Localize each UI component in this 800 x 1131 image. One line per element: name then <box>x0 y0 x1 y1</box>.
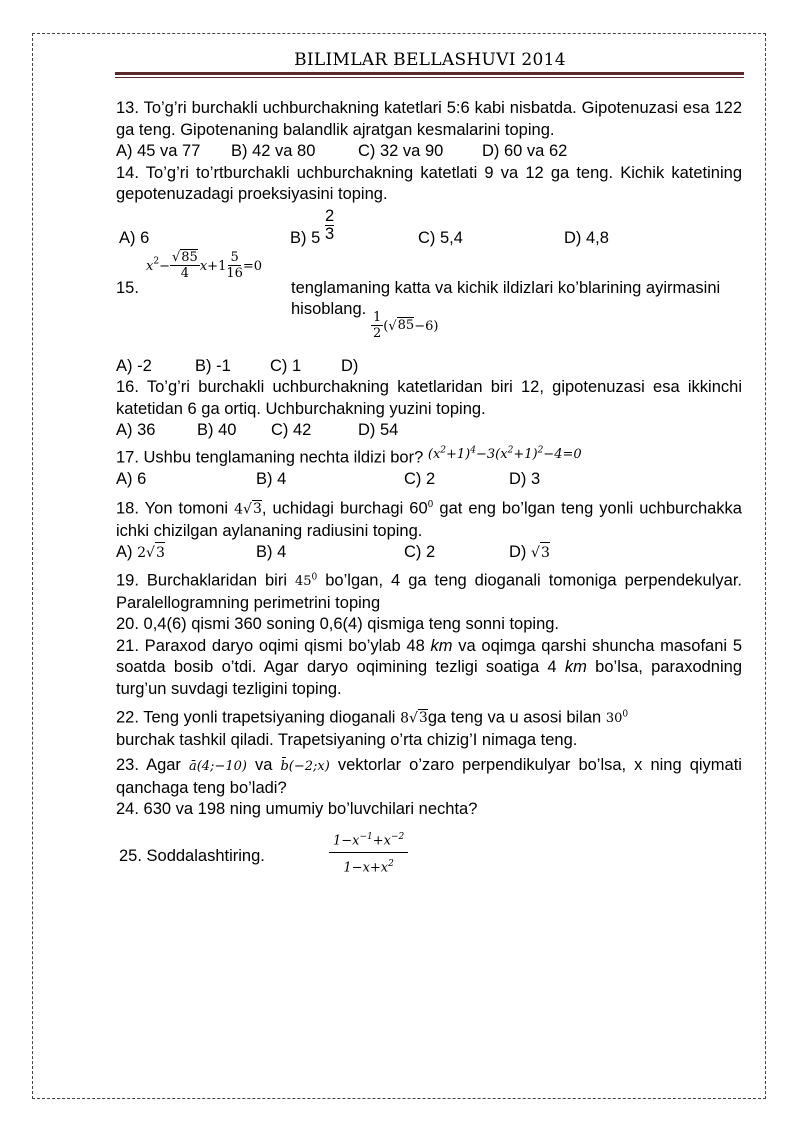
option-b: B) 4 <box>256 470 287 489</box>
question-19: 19. Burchaklaridan biri $45^0$ bo’lgan, 4 ga teng dioganali tomoniga perpendekulyar. Paralellogramning perimetrini toping <box>116 571 742 612</box>
option-a: A) 45 va 77 <box>116 142 201 160</box>
math-45-deg: $45^0$ <box>294 572 318 590</box>
option-b: B) 4 <box>256 543 287 562</box>
option-c: C) 2 <box>404 543 436 562</box>
question-16: 16. To’g’ri burchakli uchburchakning katetlaridan biri 12, gipotenuzasi esa ikkinchi katetidan 6 ga ortiq. Uchburchakning yuzini toping. <box>116 378 742 418</box>
header-rule-thick <box>115 72 744 75</box>
question-21: 21. Paraxod daryo oqimi qismi bo’ylab 48 km va oqimga qarshi shuncha masofani 5 soatda bosib o’tdi. Agar daryo oqimining tezligi soatiga 4 km bo’lsa, paraxodning turg’un suvdagi tezligini toping. <box>116 636 742 698</box>
math-8-sqrt-3: 8√3 <box>400 710 428 727</box>
question-13: 13. To’g’ri burchakli uchburchakning katetlari 5:6 kabi nisbatda. Gipotenuzasi esa 122 ga teng. Gipotenaning balandlik ajratgan kesmalarini toping. <box>116 99 742 139</box>
header-rule-thin <box>115 77 744 78</box>
option-d: D) <box>341 356 359 375</box>
expression: $\frac{1-x^{-1}+x^{-2}}{1-x+x^2}$ <box>329 826 408 880</box>
option-c: C) 32 va 90 <box>358 142 444 160</box>
option-c: C) 42 <box>271 421 312 439</box>
question-16-options <box>116 420 742 442</box>
question-15: 15. $x^2-$ $\frac{√85}{4}$ x+1 $\frac{5}{16}$ =0 tenglamaning katta va kichik ildizlari ko’blarining ayirmasini hisoblang. <box>116 258 742 302</box>
question-18: 18. Yon tomoni 4√3, uchidagi burchagi $60^0$ gat eng bo’lgan teng yonli uchburchakka ichki chizilgan aylananing radiusini toping. <box>116 499 742 540</box>
vector-a: ā(4;−10) <box>188 759 247 775</box>
option-c: C) 1 <box>270 356 302 375</box>
option-b: B) 42 va 80 <box>231 142 316 160</box>
option-b: B) -1 <box>195 356 231 375</box>
option-d: D) √3 <box>509 542 550 565</box>
option-a: A) 6 <box>119 229 150 247</box>
option-c: C) 2 <box>404 470 436 489</box>
option-a: A) 6 <box>116 470 147 489</box>
equation: $x^2-$ $\frac{√85}{4}$ x+1 $\frac{5}{16}$ =0 <box>146 249 263 281</box>
question-23: 23. Agar ā(4;−10) va b̄(−2;x) vektorlar o’zaro perpendikulyar bo’lsa, x ning qiymati qanchaga teng bo’ladi? <box>116 756 742 797</box>
vector-b: b̄(−2;x) <box>280 759 330 775</box>
question-17: 17. Ushbu tenglamaning nechta ildizi bor? $^{(x^2+1)^4-3(x^2+1)^2-4=0}$ <box>116 445 582 466</box>
question-list <box>116 98 742 881</box>
fraction: 2 3 <box>325 207 335 243</box>
question-13-options <box>116 141 742 163</box>
option-a: A) 36 <box>116 421 156 439</box>
question-20: 20. 0,4(6) qismi 360 soning 0,6(4) qismiga teng sonni toping. <box>116 615 560 634</box>
question-25: 25. Soddalashtiring. $\frac{1-x^{-1}+x^{-2}}{1-x+x^2}$ <box>116 821 742 881</box>
option-a: A) 2√3 <box>116 542 256 565</box>
question-14: 14. To’g’ri to’rtburchakli uchburchakning katetlati 9 va 12 ga teng. Kichik katetining gepotenuzadagi proeksiyasini toping. <box>116 163 742 203</box>
option-d: D) 60 va 62 <box>482 142 568 160</box>
question-15-text-line1: tenglamaning katta va kichik ildizlari ko’blarining ayirmasini hisoblang. <box>291 278 721 318</box>
page-title: BILIMLAR BELLASHUVI 2014 <box>294 50 566 70</box>
question-18-options <box>116 542 742 565</box>
equation: (x2+1)4−3(x2+1)2−4=0 <box>427 445 582 462</box>
question-17-options <box>116 469 742 491</box>
option-c: C) 5,4 <box>418 229 463 247</box>
question-15-answer-expression: $\frac{1}{2}$ (√85−6) <box>373 309 439 341</box>
question-22: 22. Teng yonli trapetsiyaning dioganali 8√3ga teng va u asosi bilan $30^0$ burchak tashkil qiladi. Trapetsiyaning o’rta chizig’I nimaga teng. <box>116 708 629 749</box>
question-14-options <box>116 207 742 250</box>
question-24: 24. 630 va 198 ning umumiy bo’luvchilari nechta? <box>116 800 478 819</box>
option-a: A) -2 <box>116 356 152 375</box>
math-30-deg: $30^0$ <box>605 710 629 727</box>
option-d: D) 54 <box>358 421 399 439</box>
question-15-options <box>116 356 742 378</box>
option-b: B) 40 <box>197 421 237 439</box>
option-d: D) 4,8 <box>564 229 609 247</box>
math-4-sqrt-3: 4√3 <box>234 501 262 518</box>
option-b: B) 5 2 3 <box>290 207 335 247</box>
option-d: D) 3 <box>509 470 541 489</box>
